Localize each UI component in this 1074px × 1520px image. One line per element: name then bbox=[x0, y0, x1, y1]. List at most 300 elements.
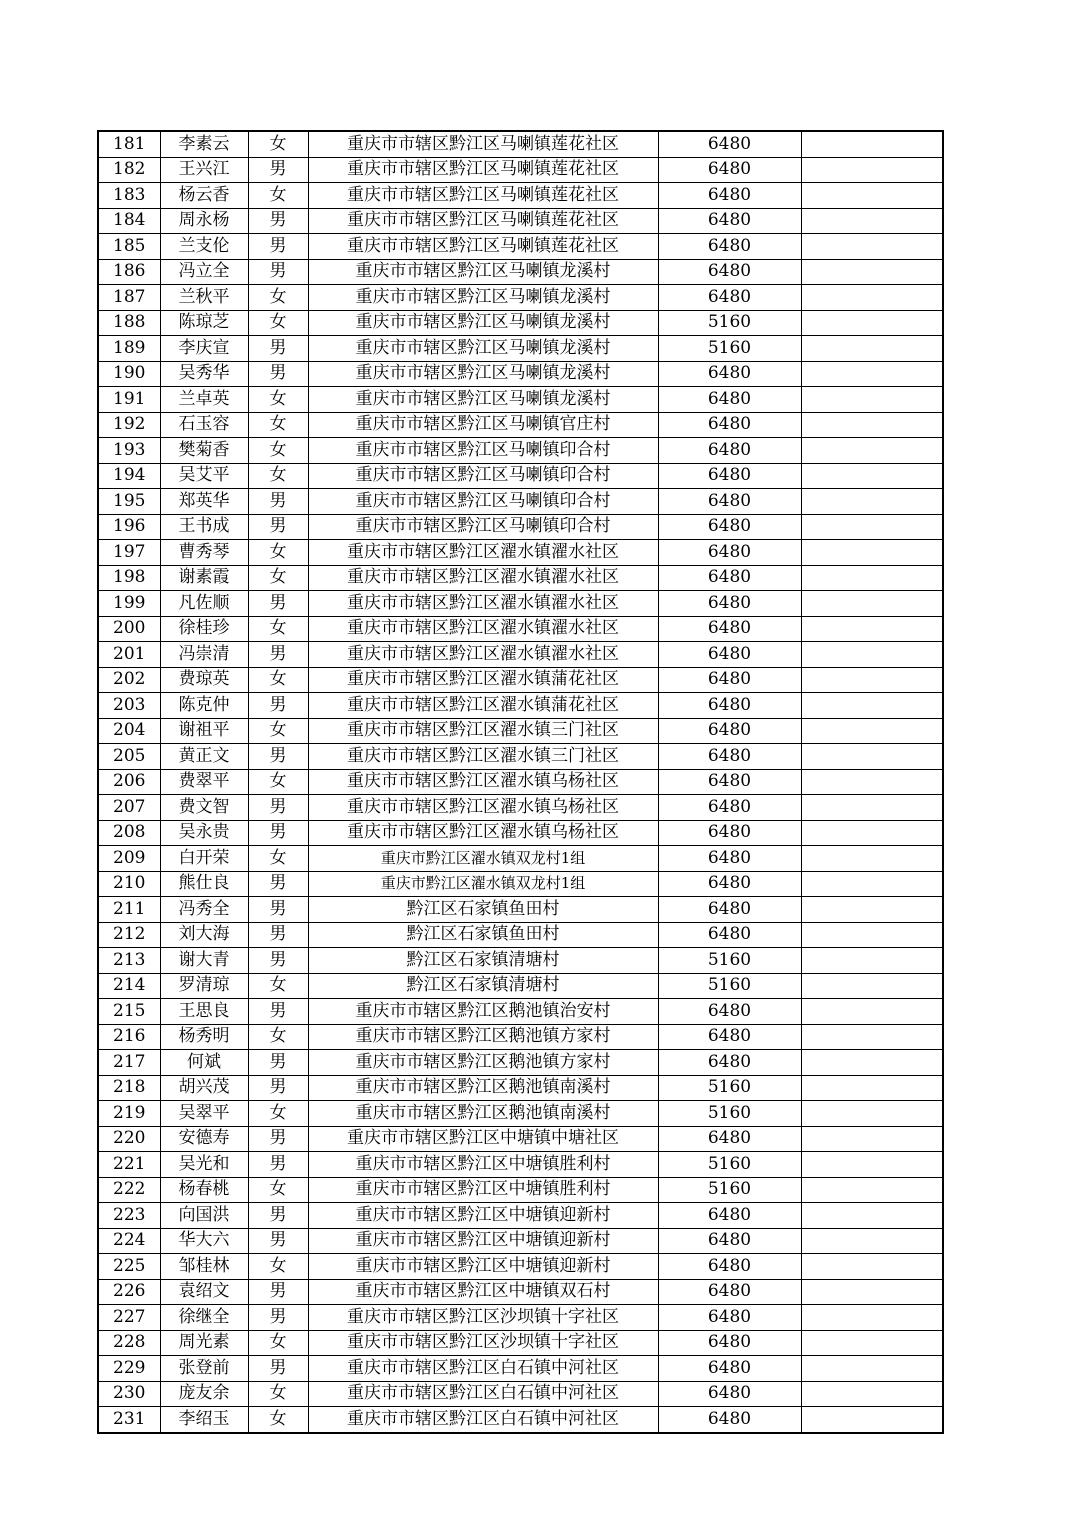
cell-address: 重庆市市辖区黔江区白石镇中河社区 bbox=[308, 1356, 658, 1382]
cell-amount: 6480 bbox=[658, 259, 801, 285]
cell-address: 重庆市市辖区黔江区中塘镇胜利村 bbox=[308, 1152, 658, 1178]
cell-address: 重庆市市辖区黔江区马喇镇印合村 bbox=[308, 514, 658, 540]
cell-address: 重庆市市辖区黔江区沙坝镇十字社区 bbox=[308, 1330, 658, 1356]
table-row bbox=[98, 693, 943, 719]
cell-number: 218 bbox=[98, 1075, 160, 1101]
table-row bbox=[98, 208, 943, 234]
table-row bbox=[98, 667, 943, 693]
table-row bbox=[98, 769, 943, 795]
cell-note bbox=[801, 1228, 943, 1254]
cell-amount: 6480 bbox=[658, 157, 801, 183]
cell-address: 重庆市市辖区黔江区马喇镇莲花社区 bbox=[308, 208, 658, 234]
cell-amount: 6480 bbox=[658, 183, 801, 209]
cell-address: 重庆市市辖区黔江区中塘镇迎新村 bbox=[308, 1203, 658, 1229]
cell-amount: 5160 bbox=[658, 1075, 801, 1101]
cell-gender: 男 bbox=[248, 744, 308, 770]
cell-number: 229 bbox=[98, 1356, 160, 1382]
cell-gender: 男 bbox=[248, 1075, 308, 1101]
data-table bbox=[97, 130, 944, 1434]
cell-name: 谢大青 bbox=[160, 948, 248, 974]
cell-name: 熊仕良 bbox=[160, 871, 248, 897]
cell-name: 李素云 bbox=[160, 131, 248, 157]
cell-name: 周永杨 bbox=[160, 208, 248, 234]
cell-amount: 5160 bbox=[658, 310, 801, 336]
table-row bbox=[98, 1228, 943, 1254]
cell-name: 张登前 bbox=[160, 1356, 248, 1382]
cell-name: 费文智 bbox=[160, 795, 248, 821]
cell-name: 李庆宣 bbox=[160, 336, 248, 362]
cell-note bbox=[801, 1305, 943, 1331]
cell-number: 196 bbox=[98, 514, 160, 540]
cell-address: 重庆市市辖区黔江区濯水镇蒲花社区 bbox=[308, 693, 658, 719]
cell-amount: 6480 bbox=[658, 540, 801, 566]
cell-number: 184 bbox=[98, 208, 160, 234]
cell-amount: 6480 bbox=[658, 489, 801, 515]
cell-number: 183 bbox=[98, 183, 160, 209]
table-row bbox=[98, 131, 943, 157]
cell-address: 黔江区石家镇清塘村 bbox=[308, 948, 658, 974]
cell-name: 曹秀琴 bbox=[160, 540, 248, 566]
cell-amount: 6480 bbox=[658, 744, 801, 770]
cell-number: 185 bbox=[98, 234, 160, 260]
cell-gender: 女 bbox=[248, 463, 308, 489]
cell-name: 华大六 bbox=[160, 1228, 248, 1254]
cell-name: 刘大海 bbox=[160, 922, 248, 948]
cell-number: 223 bbox=[98, 1203, 160, 1229]
cell-note bbox=[801, 1126, 943, 1152]
table-row bbox=[98, 871, 943, 897]
cell-number: 193 bbox=[98, 438, 160, 464]
cell-gender: 男 bbox=[248, 693, 308, 719]
cell-number: 216 bbox=[98, 1024, 160, 1050]
table-row bbox=[98, 744, 943, 770]
cell-gender: 男 bbox=[248, 999, 308, 1025]
table-row bbox=[98, 489, 943, 515]
cell-amount: 6480 bbox=[658, 1381, 801, 1407]
cell-note bbox=[801, 897, 943, 923]
cell-number: 194 bbox=[98, 463, 160, 489]
cell-name: 向国洪 bbox=[160, 1203, 248, 1229]
cell-name: 兰秋平 bbox=[160, 285, 248, 311]
cell-note bbox=[801, 642, 943, 668]
cell-address: 重庆市市辖区黔江区马喇镇印合村 bbox=[308, 438, 658, 464]
cell-gender: 男 bbox=[248, 1152, 308, 1178]
cell-note bbox=[801, 795, 943, 821]
cell-address: 重庆市市辖区黔江区濯水镇濯水社区 bbox=[308, 642, 658, 668]
cell-amount: 6480 bbox=[658, 463, 801, 489]
cell-number: 198 bbox=[98, 565, 160, 591]
cell-address: 重庆市市辖区黔江区中塘镇双石村 bbox=[308, 1279, 658, 1305]
cell-amount: 6480 bbox=[658, 1330, 801, 1356]
cell-number: 211 bbox=[98, 897, 160, 923]
cell-address: 重庆市市辖区黔江区马喇镇龙溪村 bbox=[308, 361, 658, 387]
cell-note bbox=[801, 336, 943, 362]
cell-gender: 男 bbox=[248, 336, 308, 362]
cell-name: 白开荣 bbox=[160, 846, 248, 872]
cell-address: 重庆市市辖区黔江区鹅池镇治安村 bbox=[308, 999, 658, 1025]
cell-number: 209 bbox=[98, 846, 160, 872]
cell-number: 226 bbox=[98, 1279, 160, 1305]
cell-amount: 6480 bbox=[658, 846, 801, 872]
cell-number: 214 bbox=[98, 973, 160, 999]
table-row bbox=[98, 1177, 943, 1203]
cell-amount: 6480 bbox=[658, 1050, 801, 1076]
cell-name: 陈克仲 bbox=[160, 693, 248, 719]
cell-note bbox=[801, 948, 943, 974]
cell-gender: 男 bbox=[248, 1305, 308, 1331]
cell-gender: 女 bbox=[248, 438, 308, 464]
cell-note bbox=[801, 565, 943, 591]
cell-address: 重庆市市辖区黔江区濯水镇濯水社区 bbox=[308, 591, 658, 617]
cell-gender: 女 bbox=[248, 183, 308, 209]
cell-number: 190 bbox=[98, 361, 160, 387]
cell-note bbox=[801, 183, 943, 209]
cell-note bbox=[801, 1152, 943, 1178]
cell-number: 222 bbox=[98, 1177, 160, 1203]
cell-address: 黔江区石家镇鱼田村 bbox=[308, 897, 658, 923]
cell-gender: 男 bbox=[248, 1203, 308, 1229]
cell-name: 黄正文 bbox=[160, 744, 248, 770]
table-row bbox=[98, 1356, 943, 1382]
cell-name: 李绍玉 bbox=[160, 1407, 248, 1433]
cell-amount: 6480 bbox=[658, 999, 801, 1025]
cell-note bbox=[801, 438, 943, 464]
table-row bbox=[98, 336, 943, 362]
cell-note bbox=[801, 540, 943, 566]
cell-gender: 男 bbox=[248, 1228, 308, 1254]
table-row bbox=[98, 1101, 943, 1127]
cell-name: 费翠平 bbox=[160, 769, 248, 795]
cell-number: 186 bbox=[98, 259, 160, 285]
cell-note bbox=[801, 310, 943, 336]
cell-address: 重庆市市辖区黔江区马喇镇莲花社区 bbox=[308, 183, 658, 209]
cell-address: 重庆市市辖区黔江区马喇镇莲花社区 bbox=[308, 157, 658, 183]
table-row bbox=[98, 412, 943, 438]
cell-name: 谢素霞 bbox=[160, 565, 248, 591]
table-row bbox=[98, 1152, 943, 1178]
cell-note bbox=[801, 1203, 943, 1229]
cell-gender: 女 bbox=[248, 1254, 308, 1280]
cell-address: 黔江区石家镇清塘村 bbox=[308, 973, 658, 999]
table-row bbox=[98, 183, 943, 209]
cell-note bbox=[801, 693, 943, 719]
cell-name: 凡佐顺 bbox=[160, 591, 248, 617]
cell-note bbox=[801, 820, 943, 846]
cell-note bbox=[801, 667, 943, 693]
cell-number: 221 bbox=[98, 1152, 160, 1178]
table-row bbox=[98, 795, 943, 821]
table-row bbox=[98, 234, 943, 260]
cell-amount: 6480 bbox=[658, 616, 801, 642]
table-row bbox=[98, 820, 943, 846]
cell-number: 228 bbox=[98, 1330, 160, 1356]
cell-note bbox=[801, 1381, 943, 1407]
cell-number: 192 bbox=[98, 412, 160, 438]
table-row bbox=[98, 948, 943, 974]
cell-gender: 男 bbox=[248, 234, 308, 260]
cell-gender: 女 bbox=[248, 1381, 308, 1407]
cell-note bbox=[801, 1075, 943, 1101]
cell-amount: 6480 bbox=[658, 1228, 801, 1254]
cell-amount: 6480 bbox=[658, 820, 801, 846]
table-row bbox=[98, 846, 943, 872]
cell-number: 210 bbox=[98, 871, 160, 897]
cell-note bbox=[801, 259, 943, 285]
cell-number: 224 bbox=[98, 1228, 160, 1254]
cell-amount: 6480 bbox=[658, 1203, 801, 1229]
cell-address: 重庆市市辖区黔江区马喇镇莲花社区 bbox=[308, 131, 658, 157]
cell-gender: 男 bbox=[248, 591, 308, 617]
table-body bbox=[98, 131, 943, 1433]
cell-note bbox=[801, 285, 943, 311]
cell-address: 重庆市市辖区黔江区濯水镇乌杨社区 bbox=[308, 820, 658, 846]
table-row bbox=[98, 565, 943, 591]
cell-note bbox=[801, 871, 943, 897]
cell-amount: 6480 bbox=[658, 871, 801, 897]
table-row bbox=[98, 973, 943, 999]
cell-address: 重庆市市辖区黔江区濯水镇乌杨社区 bbox=[308, 769, 658, 795]
cell-number: 206 bbox=[98, 769, 160, 795]
cell-amount: 6480 bbox=[658, 361, 801, 387]
cell-gender: 男 bbox=[248, 948, 308, 974]
cell-gender: 女 bbox=[248, 1407, 308, 1433]
cell-name: 杨春桃 bbox=[160, 1177, 248, 1203]
cell-address: 黔江区石家镇鱼田村 bbox=[308, 922, 658, 948]
cell-number: 217 bbox=[98, 1050, 160, 1076]
cell-name: 冯立全 bbox=[160, 259, 248, 285]
table-row bbox=[98, 591, 943, 617]
cell-name: 徐继全 bbox=[160, 1305, 248, 1331]
cell-gender: 男 bbox=[248, 1050, 308, 1076]
cell-address: 重庆市市辖区黔江区马喇镇印合村 bbox=[308, 489, 658, 515]
cell-amount: 6480 bbox=[658, 1126, 801, 1152]
table-row bbox=[98, 514, 943, 540]
cell-amount: 6480 bbox=[658, 922, 801, 948]
cell-number: 205 bbox=[98, 744, 160, 770]
cell-note bbox=[801, 514, 943, 540]
cell-name: 罗清琼 bbox=[160, 973, 248, 999]
cell-gender: 女 bbox=[248, 846, 308, 872]
cell-address: 重庆市市辖区黔江区濯水镇蒲花社区 bbox=[308, 667, 658, 693]
cell-address: 重庆市市辖区黔江区马喇镇龙溪村 bbox=[308, 336, 658, 362]
cell-gender: 男 bbox=[248, 820, 308, 846]
cell-amount: 6480 bbox=[658, 1407, 801, 1433]
table-row bbox=[98, 285, 943, 311]
cell-name: 胡兴茂 bbox=[160, 1075, 248, 1101]
cell-number: 197 bbox=[98, 540, 160, 566]
cell-address: 重庆市市辖区黔江区中塘镇迎新村 bbox=[308, 1254, 658, 1280]
cell-amount: 6480 bbox=[658, 1279, 801, 1305]
cell-amount: 5160 bbox=[658, 948, 801, 974]
table-row bbox=[98, 897, 943, 923]
cell-amount: 6480 bbox=[658, 438, 801, 464]
cell-address: 重庆市市辖区黔江区马喇镇官庄村 bbox=[308, 412, 658, 438]
table-row bbox=[98, 1407, 943, 1433]
cell-gender: 男 bbox=[248, 897, 308, 923]
cell-address: 重庆市市辖区黔江区中塘镇中塘社区 bbox=[308, 1126, 658, 1152]
cell-amount: 5160 bbox=[658, 336, 801, 362]
cell-gender: 女 bbox=[248, 1101, 308, 1127]
cell-note bbox=[801, 1279, 943, 1305]
cell-name: 樊菊香 bbox=[160, 438, 248, 464]
cell-amount: 6480 bbox=[658, 693, 801, 719]
cell-amount: 6480 bbox=[658, 795, 801, 821]
table-row bbox=[98, 999, 943, 1025]
cell-number: 195 bbox=[98, 489, 160, 515]
cell-gender: 女 bbox=[248, 769, 308, 795]
cell-address: 重庆市市辖区黔江区沙坝镇十字社区 bbox=[308, 1305, 658, 1331]
cell-name: 陈琼芝 bbox=[160, 310, 248, 336]
cell-address: 重庆市黔江区濯水镇双龙村1组 bbox=[308, 871, 658, 897]
table-row bbox=[98, 718, 943, 744]
table-row bbox=[98, 361, 943, 387]
cell-name: 王思良 bbox=[160, 999, 248, 1025]
cell-number: 230 bbox=[98, 1381, 160, 1407]
cell-gender: 男 bbox=[248, 157, 308, 183]
cell-name: 费琼英 bbox=[160, 667, 248, 693]
cell-gender: 女 bbox=[248, 616, 308, 642]
cell-address: 重庆市市辖区黔江区白石镇中河社区 bbox=[308, 1407, 658, 1433]
cell-number: 213 bbox=[98, 948, 160, 974]
cell-amount: 6480 bbox=[658, 131, 801, 157]
cell-gender: 女 bbox=[248, 667, 308, 693]
cell-number: 182 bbox=[98, 157, 160, 183]
cell-amount: 6480 bbox=[658, 1356, 801, 1382]
cell-address: 重庆市市辖区黔江区中塘镇迎新村 bbox=[308, 1228, 658, 1254]
cell-name: 兰支伦 bbox=[160, 234, 248, 260]
table-row bbox=[98, 1075, 943, 1101]
cell-address: 重庆市黔江区濯水镇双龙村1组 bbox=[308, 846, 658, 872]
table-row bbox=[98, 1381, 943, 1407]
table-row bbox=[98, 310, 943, 336]
cell-note bbox=[801, 1177, 943, 1203]
cell-note bbox=[801, 718, 943, 744]
table-row bbox=[98, 1305, 943, 1331]
cell-gender: 男 bbox=[248, 361, 308, 387]
cell-note bbox=[801, 387, 943, 413]
cell-number: 219 bbox=[98, 1101, 160, 1127]
table-row bbox=[98, 1203, 943, 1229]
cell-note bbox=[801, 489, 943, 515]
cell-note bbox=[801, 769, 943, 795]
cell-amount: 6480 bbox=[658, 1024, 801, 1050]
cell-gender: 男 bbox=[248, 1356, 308, 1382]
cell-address: 重庆市市辖区黔江区白石镇中河社区 bbox=[308, 1381, 658, 1407]
cell-note bbox=[801, 616, 943, 642]
cell-note bbox=[801, 1356, 943, 1382]
cell-note bbox=[801, 1407, 943, 1433]
cell-gender: 男 bbox=[248, 208, 308, 234]
cell-note bbox=[801, 412, 943, 438]
cell-gender: 女 bbox=[248, 131, 308, 157]
cell-address: 重庆市市辖区黔江区马喇镇龙溪村 bbox=[308, 285, 658, 311]
cell-gender: 男 bbox=[248, 871, 308, 897]
cell-amount: 6480 bbox=[658, 1254, 801, 1280]
table-row bbox=[98, 540, 943, 566]
table-row bbox=[98, 157, 943, 183]
cell-amount: 6480 bbox=[658, 208, 801, 234]
cell-gender: 女 bbox=[248, 310, 308, 336]
cell-name: 石玉容 bbox=[160, 412, 248, 438]
cell-number: 225 bbox=[98, 1254, 160, 1280]
cell-name: 邹桂林 bbox=[160, 1254, 248, 1280]
cell-address: 重庆市市辖区黔江区鹅池镇南溪村 bbox=[308, 1075, 658, 1101]
cell-amount: 5160 bbox=[658, 1101, 801, 1127]
cell-address: 重庆市市辖区黔江区鹅池镇方家村 bbox=[308, 1024, 658, 1050]
cell-gender: 女 bbox=[248, 412, 308, 438]
cell-name: 杨云香 bbox=[160, 183, 248, 209]
cell-name: 吴永贵 bbox=[160, 820, 248, 846]
cell-note bbox=[801, 973, 943, 999]
cell-name: 徐桂珍 bbox=[160, 616, 248, 642]
cell-gender: 女 bbox=[248, 718, 308, 744]
cell-name: 兰卓英 bbox=[160, 387, 248, 413]
cell-gender: 女 bbox=[248, 1330, 308, 1356]
cell-gender: 女 bbox=[248, 973, 308, 999]
cell-note bbox=[801, 591, 943, 617]
cell-amount: 6480 bbox=[658, 642, 801, 668]
cell-address: 重庆市市辖区黔江区濯水镇濯水社区 bbox=[308, 565, 658, 591]
cell-name: 吴翠平 bbox=[160, 1101, 248, 1127]
cell-number: 212 bbox=[98, 922, 160, 948]
cell-number: 208 bbox=[98, 820, 160, 846]
cell-number: 181 bbox=[98, 131, 160, 157]
cell-note bbox=[801, 999, 943, 1025]
cell-gender: 男 bbox=[248, 1279, 308, 1305]
table-row bbox=[98, 1050, 943, 1076]
cell-number: 189 bbox=[98, 336, 160, 362]
cell-gender: 男 bbox=[248, 642, 308, 668]
table-row bbox=[98, 259, 943, 285]
table-row bbox=[98, 387, 943, 413]
cell-note bbox=[801, 1330, 943, 1356]
cell-name: 王书成 bbox=[160, 514, 248, 540]
cell-name: 吴艾平 bbox=[160, 463, 248, 489]
cell-amount: 6480 bbox=[658, 591, 801, 617]
cell-gender: 女 bbox=[248, 565, 308, 591]
cell-name: 杨秀明 bbox=[160, 1024, 248, 1050]
table-row bbox=[98, 642, 943, 668]
table-row bbox=[98, 1279, 943, 1305]
cell-note bbox=[801, 234, 943, 260]
cell-name: 庞友余 bbox=[160, 1381, 248, 1407]
cell-address: 重庆市市辖区黔江区濯水镇三门社区 bbox=[308, 744, 658, 770]
cell-name: 安德寿 bbox=[160, 1126, 248, 1152]
table-row bbox=[98, 922, 943, 948]
cell-amount: 6480 bbox=[658, 667, 801, 693]
cell-number: 207 bbox=[98, 795, 160, 821]
cell-gender: 男 bbox=[248, 795, 308, 821]
cell-note bbox=[801, 1254, 943, 1280]
cell-amount: 6480 bbox=[658, 718, 801, 744]
cell-number: 231 bbox=[98, 1407, 160, 1433]
cell-amount: 6480 bbox=[658, 412, 801, 438]
cell-note bbox=[801, 1101, 943, 1127]
cell-amount: 5160 bbox=[658, 1152, 801, 1178]
cell-gender: 女 bbox=[248, 285, 308, 311]
cell-address: 重庆市市辖区黔江区濯水镇濯水社区 bbox=[308, 540, 658, 566]
cell-number: 220 bbox=[98, 1126, 160, 1152]
cell-number: 200 bbox=[98, 616, 160, 642]
table-row bbox=[98, 438, 943, 464]
cell-gender: 男 bbox=[248, 514, 308, 540]
cell-number: 201 bbox=[98, 642, 160, 668]
cell-number: 202 bbox=[98, 667, 160, 693]
cell-number: 191 bbox=[98, 387, 160, 413]
cell-amount: 5160 bbox=[658, 1177, 801, 1203]
cell-name: 冯秀全 bbox=[160, 897, 248, 923]
cell-amount: 5160 bbox=[658, 973, 801, 999]
